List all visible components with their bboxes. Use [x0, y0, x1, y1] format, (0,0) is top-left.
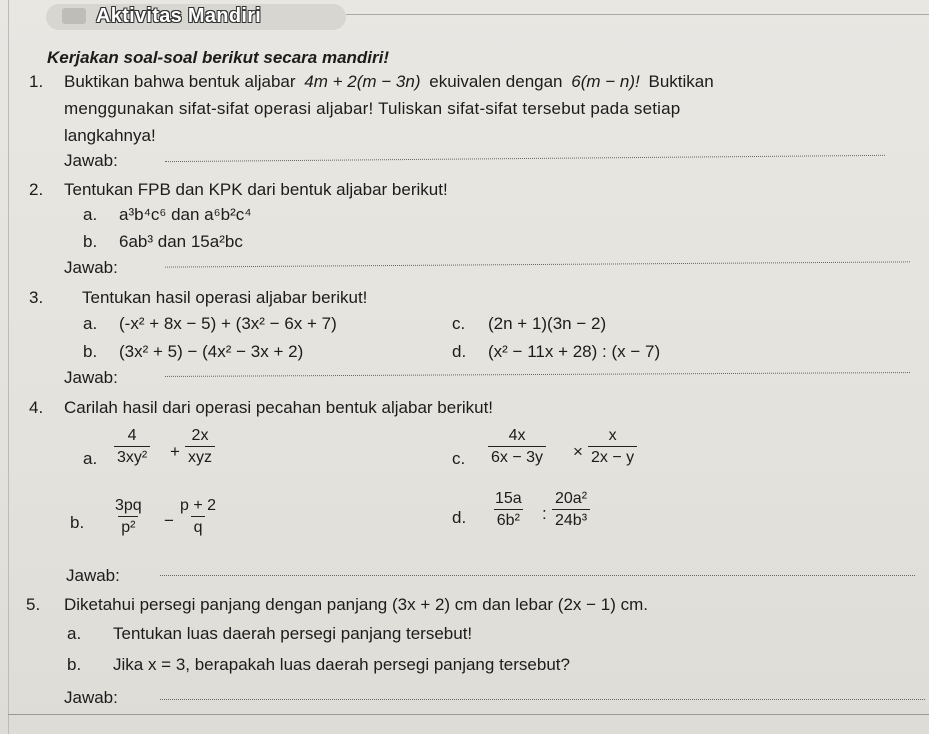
- q4-d-operator: :: [542, 504, 547, 523]
- q5-b-label: b.: [67, 655, 82, 674]
- q4-b-f1-den: p²: [118, 516, 138, 537]
- left-margin-line: [8, 0, 9, 734]
- q4-a-operator: +: [170, 442, 180, 461]
- q1-line1: [64, 72, 714, 92]
- instruction: Kerjakan soal-soal berikut secara mandiri!: [47, 48, 390, 67]
- q2-answer-line[interactable]: [165, 261, 910, 267]
- q1-line1b: ekuivalen dengan: [429, 72, 563, 91]
- q4-b-f1-num: 3pq: [115, 497, 142, 514]
- q5-a-text: Tentukan luas daerah persegi panjang tersebut!: [113, 624, 473, 643]
- q4-c-label: c.: [452, 449, 466, 468]
- q4-d-f1-den: 6b²: [494, 509, 523, 530]
- q4-answer-line[interactable]: [160, 575, 915, 576]
- q3-a-text: (-x² + 8x − 5) + (3x² − 6x + 7): [119, 314, 337, 333]
- q1-line2: menggunakan sifat-sifat operasi aljabar! Tuliskan sifat-sifat tersebut pada setiap: [64, 99, 681, 118]
- q4-a-label: a.: [83, 449, 98, 468]
- q1-line1a: Buktikan bahwa bentuk aljabar: [64, 72, 296, 91]
- q3-jawab: Jawab:: [64, 368, 118, 387]
- q4-a-fraction-2: [185, 427, 215, 467]
- q4-text: Carilah hasil dari operasi pecahan bentuk aljabar berikut!: [64, 398, 494, 417]
- q4-b-fraction-2: [177, 497, 219, 537]
- q4-c-fraction-1: [488, 427, 546, 467]
- q4-d-label: d.: [452, 508, 467, 527]
- q3-d-label: d.: [452, 342, 467, 361]
- q3-c-text: (2n + 1)(3n − 2): [488, 314, 607, 333]
- q4-d-fraction-1: [492, 490, 525, 530]
- q5-answer-line[interactable]: [160, 699, 925, 700]
- section-title: Aktivitas Mandiri: [96, 5, 262, 27]
- header-rule: [346, 14, 929, 15]
- q5-number: 5.: [26, 595, 41, 614]
- header-tab-icon: [62, 8, 86, 24]
- q4-b-label: b.: [70, 513, 85, 532]
- q4-c-fraction-2: [588, 427, 637, 467]
- q1-expr2: 6(m − n)!: [571, 72, 640, 91]
- q5-text: Diketahui persegi panjang dengan panjang (3x + 2) cm dan lebar (2x − 1) cm.: [64, 595, 649, 614]
- q1-line3: langkahnya!: [64, 126, 156, 145]
- q3-number: 3.: [29, 288, 44, 307]
- q4-c-f2-num: x: [608, 427, 617, 444]
- q4-a-f1-den: 3xy²: [114, 446, 150, 467]
- q4-b-operator: −: [164, 511, 174, 530]
- q4-d-f2-num: 20a²: [555, 490, 588, 507]
- q1-number: 1.: [29, 72, 44, 91]
- q5-jawab: Jawab:: [64, 688, 118, 707]
- q4-a-f1-num: 4: [127, 427, 137, 444]
- q3-d-text: (x² − 11x + 28) : (x − 7): [488, 342, 661, 361]
- q2-a-label: a.: [83, 205, 98, 224]
- q4-c-f1-den: 6x − 3y: [488, 446, 546, 467]
- q3-answer-line[interactable]: [165, 372, 910, 377]
- q2-b-text: 6ab³ dan 15a²bc: [119, 232, 243, 251]
- q2-b-label: b.: [83, 232, 98, 251]
- q4-b-f2-num: p + 2: [180, 497, 217, 514]
- q5-a-label: a.: [67, 624, 82, 643]
- q4-number: 4.: [29, 398, 44, 417]
- q4-c-f2-den: 2x − y: [588, 446, 637, 467]
- q4-d-f2-den: 24b³: [552, 509, 590, 530]
- q1-jawab: Jawab:: [64, 151, 118, 170]
- q4-a-fraction-1: [114, 427, 150, 467]
- q3-a-label: a.: [83, 314, 98, 333]
- q4-c-f1-num: 4x: [508, 427, 526, 444]
- q3-b-text: (3x² + 5) − (4x² − 3x + 2): [119, 342, 304, 361]
- q2-a-text: a³b⁴c⁶ dan a⁶b²c⁴: [119, 205, 252, 224]
- q4-a-f2-num: 2x: [191, 427, 209, 444]
- q1-line1c: Buktikan: [648, 72, 714, 91]
- q2-number: 2.: [29, 180, 44, 199]
- q4-d-f1-num: 15a: [495, 490, 522, 507]
- q4-d-fraction-2: [552, 490, 590, 530]
- q1-expr1: 4m + 2(m − 3n): [304, 72, 421, 91]
- q4-a-f2-den: xyz: [185, 446, 215, 467]
- q4-b-f2-den: q: [191, 516, 206, 537]
- q3-text: Tentukan hasil operasi aljabar berikut!: [82, 288, 368, 307]
- q4-jawab: Jawab:: [66, 566, 120, 585]
- q2-jawab: Jawab:: [64, 258, 118, 277]
- q3-b-label: b.: [83, 342, 98, 361]
- q4-b-fraction-1: [112, 497, 145, 537]
- bottom-rule: [8, 714, 929, 715]
- q4-c-operator: ×: [573, 442, 583, 461]
- q3-c-label: c.: [452, 314, 466, 333]
- q5-b-text: Jika x = 3, berapakah luas daerah persegi panjang tersebut?: [113, 655, 570, 674]
- q2-text: Tentukan FPB dan KPK dari bentuk aljabar berikut!: [64, 180, 448, 199]
- q1-answer-line[interactable]: [165, 155, 885, 162]
